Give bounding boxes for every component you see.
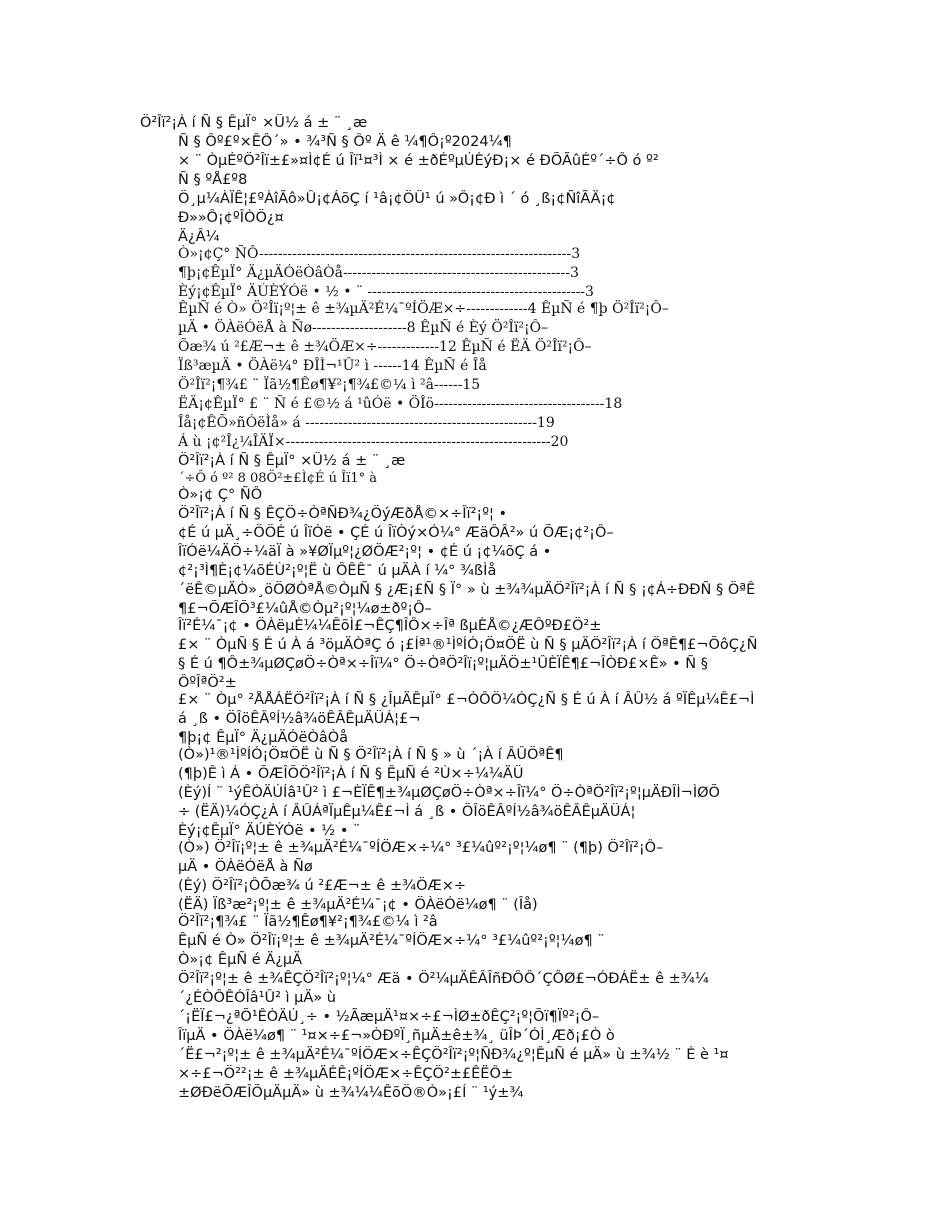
paragraph-line: £× ¨ Òµ° ²ÅÅÁËÖ²Îï²¡À í Ñ § ¿ÎµÄÊµÏ° £¬ÒÔÖ¼ÓÇ¿Ñ § É ú À í ÂÛ½ á ºÏÊµ¼Ê£¬Ì <box>178 692 755 708</box>
list-item: µÄ • ÖÀëÓëÅ à Ñø <box>178 859 313 875</box>
toc-entry: Ò»¡¢Ç° ÑÔ------------------------------------------------------------------3 <box>178 246 581 262</box>
toc-entry: Îå¡¢ÊÕ»ñÓëÌå» á -------------------------------------------------19 <box>178 415 555 431</box>
document-title: Ö²Îï²¡À í Ñ § ÊµÏ° ×Ü½ á ± ¨ ¸æ <box>140 115 368 131</box>
list-item: Ö²Îï²¡¶¾£ ¨ Ïã½¶Êø¶¥²¡¶¾£©¼ ì ²â <box>178 914 438 930</box>
advisors-line: Ö¸µ¼ÀÏÊ¦£ºÀîÃô»Û¡¢ÁõÇ í ¹â¡¢ÖÜ¹ ú »Ô¡¢Ð ì ´ ó ¸ß¡¢ÑîÃÄ¡¢ <box>178 191 616 207</box>
table-of-contents-heading: Ä¿Â¼ <box>178 229 220 245</box>
paragraph-line: Ö²Îï²¡º¦± ê ±¾ÊÇÖ²Îï²¡º¦¼° Æä • Ö²¼µÄÊÂÎñÐÔÔ´ÇÔØ£¬ÓÐÁË± ê ±¾¼ <box>178 971 709 987</box>
toc-entry: ¶þ¡¢ÊµÏ° Ä¿µÄÓëÒâÒå------------------------------------------------3 <box>178 265 579 281</box>
list-item: (Èý)Í ¨ ¹ýÊÒÄÚÍâ¹Û² ì £¬ÈÏÊ¶±¾µØÇøÖ÷Òª×÷Îï¼° Ö÷ÒªÖ²Îï²¡º¦µÄÐÎÌ¬ÌØÕ <box>178 785 720 801</box>
list-item: (Ò») Ö²Îï¡º¦± ê ±¾µÄ²É¼¯ºÍÖÆ×÷¼° ³£¼ûº²¡º¦¼ø¶ ¨ (¶þ) Ö²Îï²¡Ô– <box>178 840 664 856</box>
paragraph-line: § É ú ¶Ô±¾µØÇøÖ÷Òª×÷Îï¼° Ö÷ÒªÖ²Îï¡º¦µÄÖ±¹ÛÈÏÊ¶£¬ÎÒÐ£×Ê» • Ñ § <box>178 656 708 672</box>
paragraph-line: ÎïµÄ • ÖÀë¼ø¶ ¨ ¹¤×÷£¬»ÒÐºÏ¸ñµÄ±ê±¾¸ üÎÞ´ÓÌ¸Æð¡£Ò ò <box>178 1028 615 1044</box>
toc-entry: ÊµÑ é Ò» Ö²Îï¡º¦± ê ±¾µÄ²É¼¯ºÍÖÆ×÷-------------4 ÊµÑ é ¶þ Ö²Îï²¡Ô– <box>178 301 669 317</box>
paragraph-line: ±ØÐëÕÆÎÕµÄµÄ» ù ±¾¼¼ÊõÖ®Ò»¡£Í ¨ ¹ý±¾ <box>178 1085 524 1101</box>
section-heading-content: Èý¡¢ÊµÏ° ÄÚÈÝÓë • ½ • ¨ <box>178 823 361 839</box>
list-item: (¶þ)Ê ì Á • ÕÆÎÕÖ²Îï²¡À í Ñ § ÊµÑ é ²Ù×÷¼¼ÄÜ <box>178 766 524 782</box>
section-heading-objectives: ¶þ¡¢ ÊµÏ° Ä¿µÄÓëÒâÒå <box>178 730 349 746</box>
paragraph-line: á ¸ß • ÖÎöÊÂºÍ½â¾öÊÂÊµÄÜÁ¦£¬ <box>178 711 421 727</box>
toc-entry: Õæ¾ ú ²£Æ¬± ê ±¾ÖÆ×÷-------------12 ÊµÑ é ËÄ Ö²Îï²¡Ô– <box>178 339 592 355</box>
list-item: (Èý) Ö²Îï²¡ÔÕæ¾ ú ²£Æ¬± ê ±¾ÖÆ×÷ <box>178 878 466 894</box>
paragraph-line: Îï²É¼¯¡¢ • ÖÀëµÈ¼¼ÊõÌ£¬ÊÇ¶ÎÔ×÷Îª ßµÈÅ©¿ÆÔºÐ£Ö²± <box>178 618 602 634</box>
toc-entry: µÄ • ÖÀëÓëÅ à Ñø--------------------8 ÊµÑ é Èý Ö²Îï²¡Ô– <box>178 320 549 336</box>
toc-entry: Ïß³æµÄ • ÖÀë¼° ÐÎÌ¬¹Û² ì ------14 ÊµÑ é Îå <box>178 358 487 374</box>
subsection-heading: Ò»¡¢ ÊµÑ é Ä¿µÄ <box>178 952 303 968</box>
paragraph-line: ÔºÎªÖ²± <box>178 675 237 691</box>
paragraph-line: £× ¨ ÒµÑ § É ú À á ³öµÄÒªÇ ó ¡£Íª¹®¹ÌºÍÓ¡Ö¤ÖË ù Ñ § µÄÖ²Îï²¡À í ÖªÊ¶£¬ÕôÇ¿Ñ <box>178 637 758 653</box>
advisors-line-continued: Ð»»Ô¡¢ºÎÒÖ¿¤ <box>178 210 284 226</box>
author-class-line: ´÷Ô ó º² 8 08Ö²±£Ì¢É ú Îï1° à <box>178 471 378 486</box>
paragraph-line: ¶£¬ÕÆÎÕ³£¼ûÅ©Òµ²¡º¦¼ø±ðº¡Ô– <box>178 601 432 617</box>
list-item: (Ò»)¹®¹ÌºÍÓ¡Ö¤ÖË ù Ñ § Ö²Îï²¡À í Ñ § » ù ´¡À í ÂÛÖªÊ¶ <box>178 747 564 763</box>
paragraph-line: ´ëÊ©µÄÒ»¸öÖØÒªÅ©ÒµÑ § ¿Æ¡£Ñ § Ï° » ù ±¾¾µÄÖ²Îï²¡À í Ñ § ¡¢Á÷ÐÐÑ § ÖªÊ <box>178 582 756 598</box>
major-group-name-line: × ¨ ÒµÉºÖ²Îï±£»¤Ì¢É ú Îï¹¤³Ì × é ±ðÉºµÚÈýÐ¡× é ÐÕÃûÉº´÷Ô ó º² <box>178 153 659 169</box>
list-item: (ËÄ) Ïß³æ²¡º¦± ê ±¾µÄ²É¼¯¡¢ • ÖÀëÓë¼ø¶ ¨ (Îå) <box>178 897 538 913</box>
paragraph-line: ´Ë£¬²¡º¦± ê ±¾µÄ²É¼¯ºÍÖÆ×÷ÊÇÖ²Îï²¡º¦ÑÐ¾¿º¦ÊµÑ é µÄ» ù ±¾½ ¨ É è ¹¤ <box>178 1047 729 1063</box>
toc-entry: Ö²Îï²¡¶¾£ ¨ Ïã½¶Êø¶¥²¡¶¾£©¼ ì ²â------15 <box>178 377 481 393</box>
toc-entry: Èý¡¢ÊµÏ° ÄÚÈÝÓë • ½ • ¨ ----------------------------------------------3 <box>178 284 594 300</box>
paragraph-line: ´¿ÉÒÔÊÓÎâ¹Û² ì µÄ» ù <box>178 990 336 1006</box>
paragraph-line: ¢²¡³Ì¶È¡¢¼õÉÙ²¡º¦Ë ù ÔÊÊ¯ ú µÄÀ í ¼° ¾ßÌå <box>178 563 497 579</box>
toc-entry: ËÄ¡¢ÊµÏ° £ ¨ Ñ é £©½ á ¹ûÓë • ÖÎö------------------------------------18 <box>178 396 623 412</box>
paragraph-line: ´¡ËÏ£¬¿ªÕ¹ÊÒÄÚ¸÷ • ½ÃæµÄ¹¤×÷£¬ÌØ±ðÊÇ²¡º¦Õï¶Ïº²¡Ô– <box>178 1009 600 1025</box>
paragraph-line: ¢É ú µÄ¸÷ÖÖÉ ú ÎïÓë • ÇÉ ú ÎïÒý×Ó¼° ÆäÔÂ²» ú ÕÆ¡¢²¡Ô– <box>178 525 614 541</box>
paragraph-line: ×÷£¬Ö²²¡± ê ±¾µÄÉÊ¡ºÍÖÆ×÷ÊÇÖ²±£ÊËÔ± <box>178 1066 514 1082</box>
paragraph-line: ÎïÓë¼ÄÖ÷¼äÏ à »¥ØÏµº¦¿ØÖÆ²¡º¦ • ¢É ú ¡¢¼õÇ á • <box>178 544 552 560</box>
school-grade-line: Ñ § Ôº£º×ÊÔ´» • ¾³Ñ § Ôº Ä ê ¼¶Ô¡º2024¼¶ <box>178 134 512 150</box>
section-heading-preface: Ò»¡¢ Ç° ÑÔ <box>178 487 263 503</box>
paragraph-line: Ö²Îï²¡À í Ñ § ÊÇÖ÷ÒªÑÐ¾¿ÖýÆðÅ©×÷Îï²¡º¦ • <box>178 506 508 522</box>
student-number-line: Ñ § ºÅ£º8 <box>178 172 248 188</box>
list-item: ÷ (ËÄ)¼ÓÇ¿À í ÂÛÁªÏµÊµ¼Ê£¬Ì á ¸ß • ÖÎöÊÂºÍ½â¾öÊÂÊµÄÜÁ¦ <box>178 804 636 820</box>
experiment-title: ÊµÑ é Ò» Ö²Îï¡º¦± ê ±¾µÄ²É¼¯ºÍÖÆ×÷¼° ³£¼ûº²¡º¦¼ø¶ ¨ <box>178 933 605 949</box>
section-title: Ö²Îï²¡À í Ñ § ÊµÏ° ×Ü½ á ± ¨ ¸æ <box>178 453 406 469</box>
toc-entry: Á ù ¡¢²Î¿¼ÎÄÏ×--------------------------------------------------------20 <box>178 434 569 450</box>
